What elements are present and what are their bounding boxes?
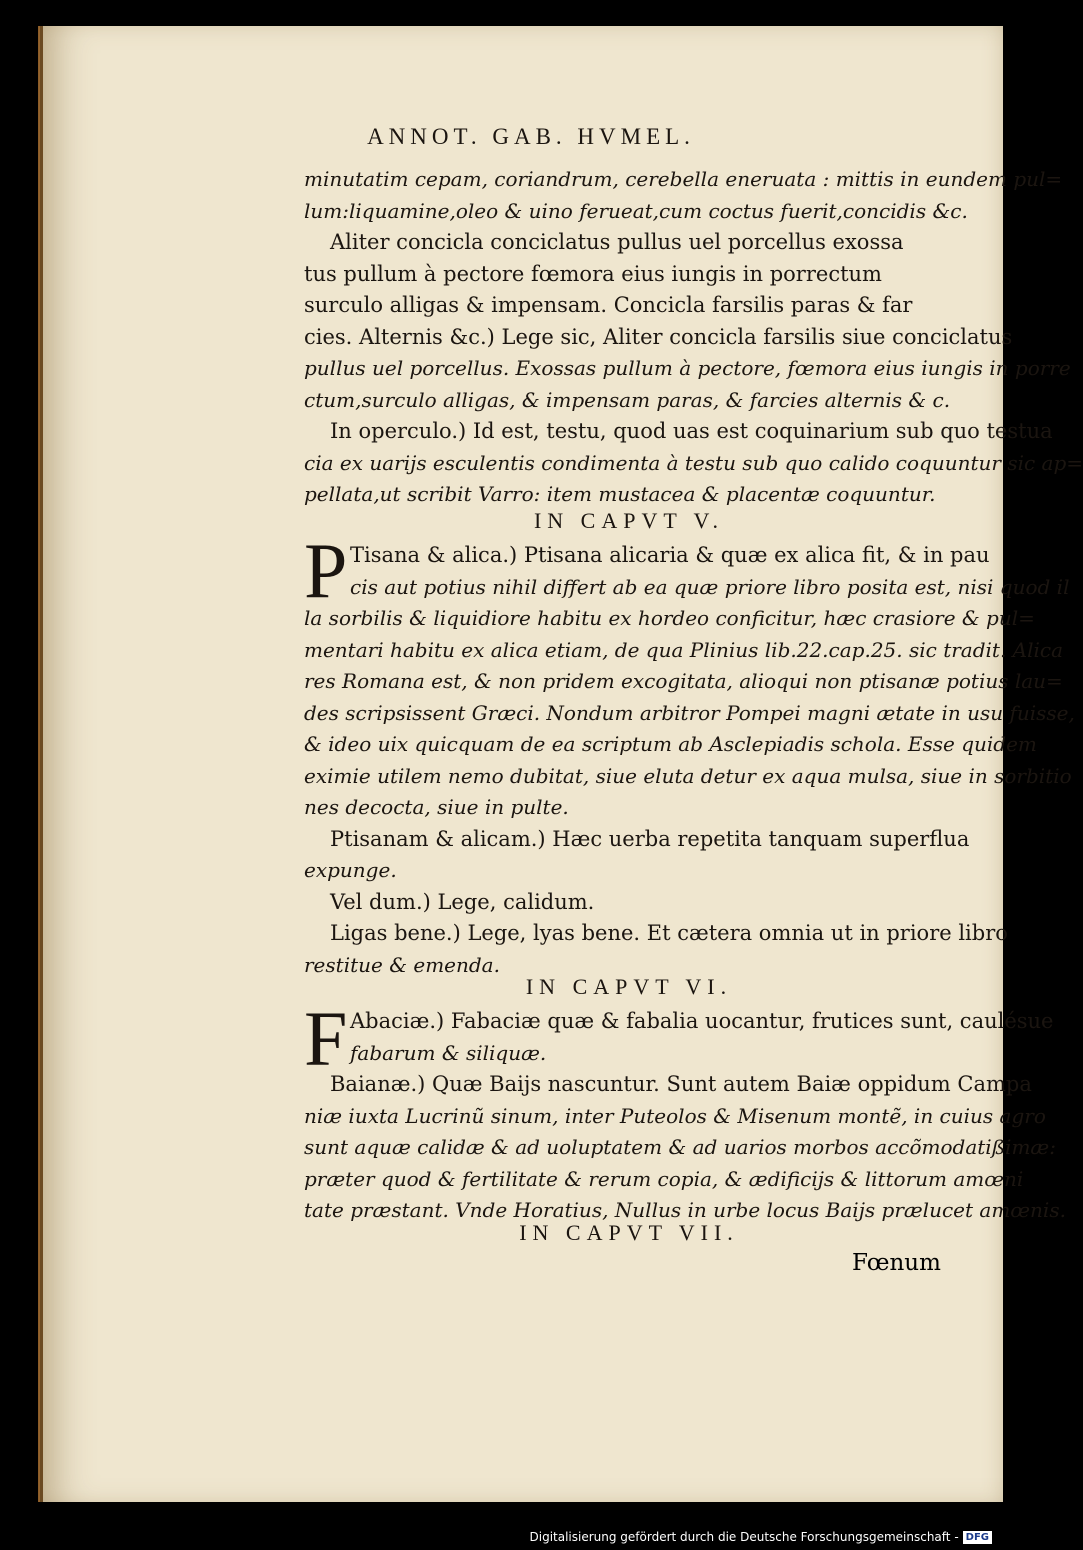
text-line: la sorbilis & liquidiore habitu ex hordeo conficitur, hæc crasiore & pul= xyxy=(304,606,1035,630)
text-line: pellata,ut scribit Varro: item mustacea & placentæ coquuntur. xyxy=(304,482,936,506)
footer-credit xyxy=(530,1530,993,1544)
chapter-heading: IN CAPVT VII. xyxy=(519,1220,739,1245)
text-line: lum:liquamine,oleo & uino ferueat,cum coctus fuerit,concidis &c. xyxy=(304,198,968,223)
text-line: Tisana & alica.) Ptisana alicaria & quæ ex alica fit, & in pau xyxy=(350,543,990,567)
text-line: Abaciæ.) Fabaciæ quæ & fabalia uocantur, frutices sunt, caulésue xyxy=(350,1009,1054,1033)
text-line: des scripsissent Græci. Nondum arbitror Pompei magni ætate in usu fuisse, xyxy=(304,700,1075,725)
text-line: Ptisanam & alicam.) Hæc uerba repetita tanquam superflua xyxy=(330,826,970,851)
text-line: cia ex uarijs esculentis condimenta à testu sub quo calido coquuntur sic ap= xyxy=(304,450,1083,475)
dfg-logo: DFG xyxy=(963,1531,992,1544)
text-line: restitue & emenda. xyxy=(304,952,500,977)
text-line: fabarum & siliquæ. xyxy=(350,1040,547,1065)
text-line: & ideo uix quicquam de ea scriptum ab Asclepiadis schola. Esse quidem xyxy=(304,732,1037,756)
text-line: præter quod & fertilitate & rerum copia, & ædificijs & littorum amœni xyxy=(304,1166,1024,1191)
text-line: pullus uel porcellus. Exossas pullum à pectore, fœmora eius iungis in porre xyxy=(304,356,1071,380)
drop-cap-f: F xyxy=(304,995,348,1082)
text-line: Ligas bene.) Lege, lyas bene. Et cætera omnia ut in priore libro xyxy=(330,921,1008,945)
text-line: sunt aquæ calidæ & ad uoluptatem & ad uarios morbos accõmodatißimæ: xyxy=(304,1135,1056,1159)
text-line: mentari habitu ex alica etiam, de qua Plinius lib.22.cap.25. sic tradit. Alica xyxy=(304,637,1064,662)
text-line: eximie utilem nemo dubitat, siue eluta detur ex aqua mulsa, siue in sorbitio xyxy=(304,763,1072,788)
text-line: cies. Alternis &c.) Lege sic, Aliter concicla farsilis siue conciclatus xyxy=(304,324,1013,349)
catchword: Fœnum xyxy=(852,1250,941,1276)
text-line: tate præstant. Vnde Horatius, Nullus in urbe locus Baijs prælucet amœnis. xyxy=(304,1198,1066,1222)
text-line: surculo alligas & impensam. Concicla farsilis paras & far xyxy=(304,293,913,317)
text-line: expunge. xyxy=(304,858,397,882)
text-line: Aliter concicla conciclatus pullus uel porcellus exossa xyxy=(330,230,904,254)
chapter-heading: IN CAPVT V. xyxy=(533,508,725,533)
footer-text: Digitalisierung gefördert durch die Deutsche Forschungsgemeinschaft - xyxy=(529,1530,959,1544)
text-line: ctum,surculo alligas, & impensam paras, & farcies alternis & c. xyxy=(304,387,951,412)
text-line: Baianæ.) Quæ Baijs nascuntur. Sunt autem Baiæ oppidum Campa xyxy=(330,1072,1032,1096)
text-line: res Romana est, & non pridem excogitata, alioqui non ptisanæ potius lau= xyxy=(304,669,1063,693)
text-line: nes decocta, siue in pulte. xyxy=(304,795,569,819)
text-line: In operculo.) Id est, testu, quod uas est coquinarium sub quo testua xyxy=(330,419,1053,443)
text-line: cis aut potius nihil differt ab ea quæ priore libro posita est, nisi quod il xyxy=(350,574,1070,599)
drop-cap-p: P xyxy=(304,527,348,614)
text-line: tus pullum à pectore fœmora eius iungis in porrectum xyxy=(304,261,882,286)
text-line: niæ iuxta Lucrinũ sinum, inter Puteolos & Misenum montẽ, in cuius agro xyxy=(304,1103,1046,1128)
text-line: minutatim cepam, coriandrum, cerebella eneruata : mittis in eundem pul= xyxy=(304,167,1063,191)
text-line: Vel dum.) Lege, calidum. xyxy=(330,889,595,914)
chapter-heading: IN CAPVT VI. xyxy=(525,974,733,999)
running-head: ANNOT. GAB. HVMEL. xyxy=(367,124,695,149)
